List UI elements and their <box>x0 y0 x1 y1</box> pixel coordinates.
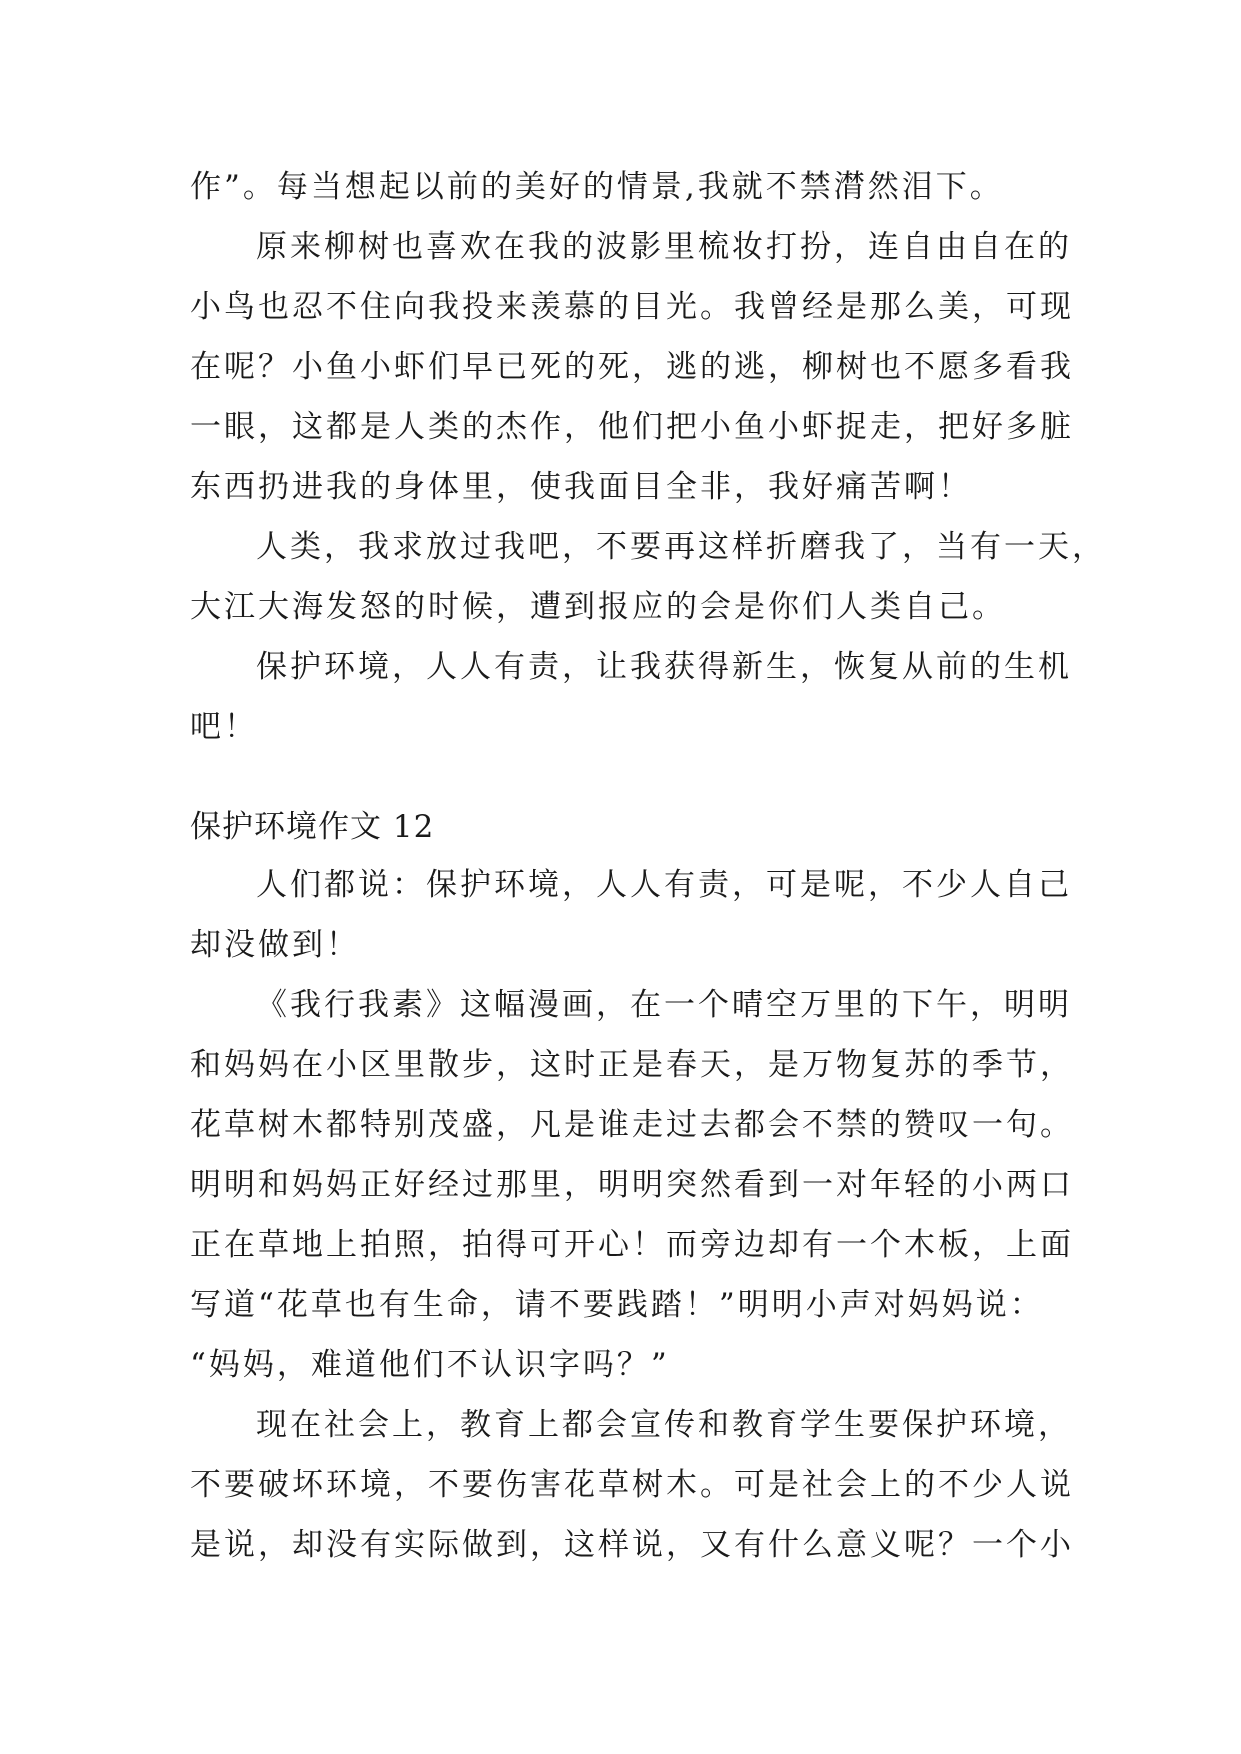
paragraph-line: 大江大海发怒的时候，遭到报应的会是你们人类自己。 <box>190 589 1006 625</box>
paragraph-line: 是说，却没有实际做到，这样说，又有什么意义呢？一个小 <box>190 1527 1074 1563</box>
paragraph-line: 东西扔进我的身体里，使我面目全非，我好痛苦啊！ <box>190 469 972 505</box>
paragraph-line: 人类，我求放过我吧，不要再这样折磨我了，当有一天， <box>256 529 1106 565</box>
paragraph-line: 现在社会上，教育上都会宣传和教育学生要保护环境， <box>256 1407 1072 1443</box>
paragraph-line: “妈妈，难道他们不认识字吗？” <box>190 1347 670 1383</box>
paragraph-line: 明明和妈妈正好经过那里，明明突然看到一对年轻的小两口 <box>190 1167 1074 1203</box>
paragraph-line: 在呢？小鱼小虾们早已死的死，逃的逃，柳树也不愿多看我 <box>190 349 1074 385</box>
essay-continuation <box>190 157 1106 757</box>
paragraph-line: 原来柳树也喜欢在我的波影里梳妆打扮，连自由自在的 <box>256 229 1072 265</box>
essay-body <box>190 855 1074 1575</box>
paragraph-line: 却没做到！ <box>190 927 360 963</box>
paragraph-line: 和妈妈在小区里散步，这时正是春天，是万物复苏的季节， <box>190 1047 1074 1083</box>
paragraph-line: 小鸟也忍不住向我投来羡慕的目光。我曾经是那么美，可现 <box>190 289 1074 325</box>
essay-heading <box>190 797 1060 857</box>
paragraph-line: 保护环境，人人有责，让我获得新生，恢复从前的生机 <box>256 649 1072 685</box>
paragraph-line: 不要破坏环境，不要伤害花草树木。可是社会上的不少人说 <box>190 1467 1074 1503</box>
paragraph-line: 花草树木都特别茂盛，凡是谁走过去都会不禁的赞叹一句。 <box>190 1107 1074 1143</box>
paragraph-line: 正在草地上拍照，拍得可开心！而旁边却有一个木板，上面 <box>190 1227 1074 1263</box>
section-title: 保护环境作文 12 <box>190 809 435 845</box>
paragraph-line: 人们都说：保护环境，人人有责，可是呢，不少人自己 <box>256 867 1072 903</box>
paragraph-line: 作”。每当想起以前的美好的情景,我就不禁潸然泪下。 <box>190 169 1004 205</box>
paragraph-line: 吧！ <box>190 709 258 745</box>
paragraph-line: 一眼，这都是人类的杰作，他们把小鱼小虾捉走，把好多脏 <box>190 409 1074 445</box>
paragraph-line: 《我行我素》这幅漫画，在一个晴空万里的下午，明明 <box>256 987 1072 1023</box>
paragraph-line: 写道“花草也有生命，请不要践踏！”明明小声对妈妈说： <box>190 1287 1044 1323</box>
